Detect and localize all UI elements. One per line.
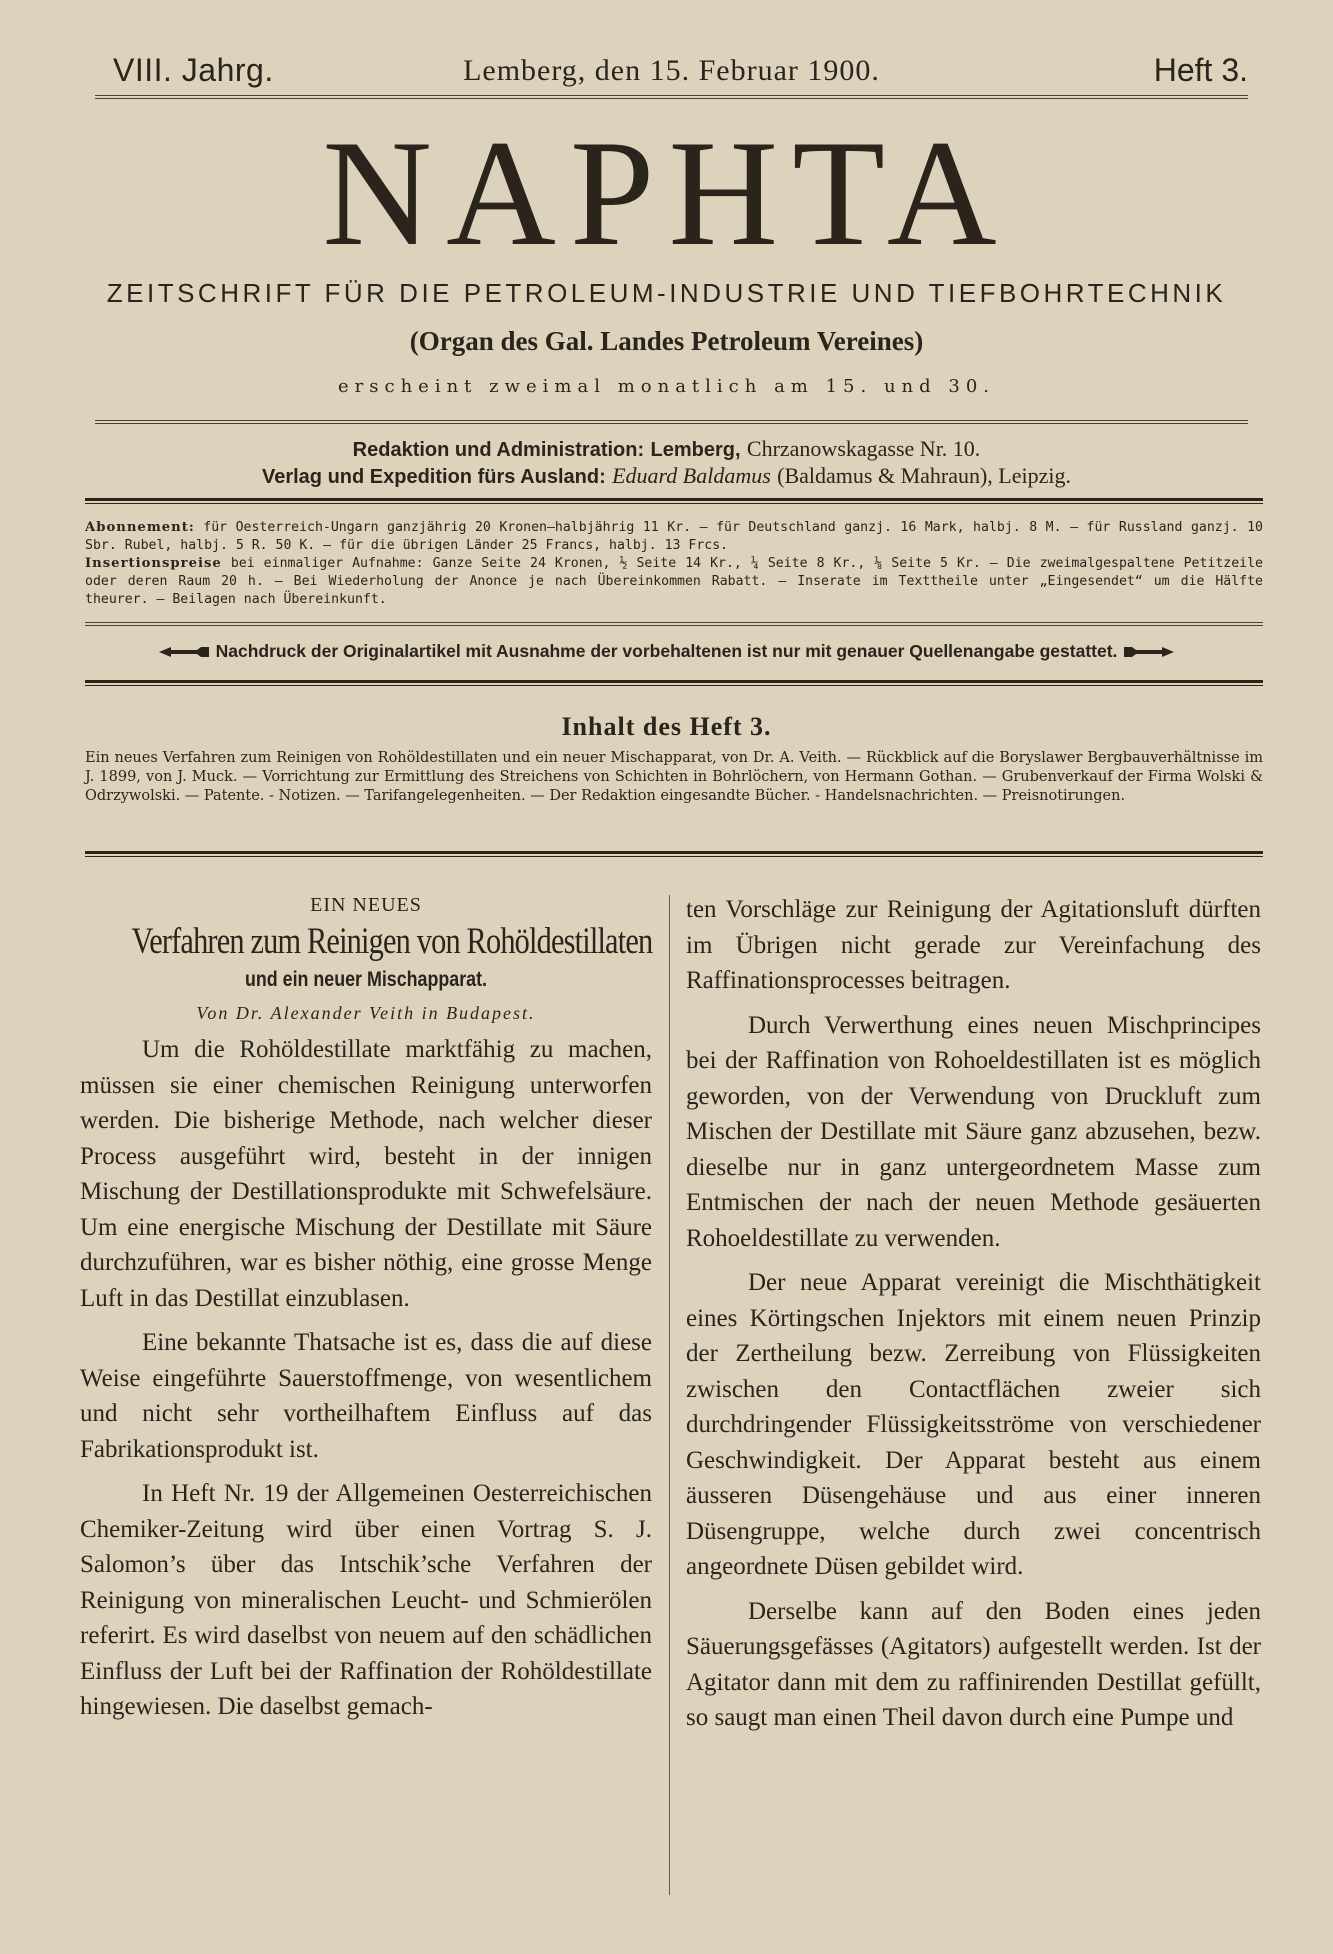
article-paragraph: Durch Verwerthung eines neuen Mischprincipes bei der Raffination von Rohoeldestillaten ist es möglich geworden, von der Verwendung von Druckluft zum Mischen der Destillate mit Säure ganz abzusehen, bezw. dieselbe nur in ganz untergeordnetem Masse zum Entmischen der nach der neuen Methode gesäuerten Rohoeldestillate zu verwenden. xyxy=(686,1011,1261,1252)
info-rule xyxy=(85,498,1263,504)
masthead-rule xyxy=(95,420,1248,424)
masthead-organ: (Organ des Gal. Landes Petroleum Vereines) xyxy=(409,326,924,356)
article-paragraph: Derselbe kann auf den Boden eines jeden Säuerungsgefässes (Agitators) aufgestellt werden. Ist der Agitator dann mit dem zu raffinirenden Destillat gefüllt, so saugt man einen Theil davon durch eine Pumpe und xyxy=(686,1597,1261,1731)
publication-frequency: erscheint zweimal monatlich am 15. und 30. xyxy=(338,376,995,397)
advertising-prices xyxy=(85,555,1263,609)
header-rule xyxy=(95,95,1248,99)
article-paragraph: Um die Rohöldestillate marktfähig zu machen, müssen sie einer chemischen Reinigung unterworfen werden. Die bisherige Methode, nach welcher dieser Process ausgeführt wird, besteht in der innigen Mischung der Destillationsprodukte mit Schwefelsäure. Um eine energische Mischung der Destillate mit Säure durchzuführen, war es bisher nöthig, eine grosse Menge Luft in das Destillat einzublasen. xyxy=(80,1036,652,1312)
publisher-name: Eduard Baldamus xyxy=(612,463,771,488)
volume-label: VIII. Jahrg. xyxy=(113,52,274,88)
masthead-title: NAPHTA xyxy=(322,109,1011,277)
masthead-subtitle: ZEITSCHRIFT FÜR DIE PETROLEUM-INDUSTRIE UND TIEFBOHRTECHNIK xyxy=(106,278,1227,308)
contents-rule xyxy=(85,851,1263,857)
column-divider xyxy=(669,895,670,1895)
article-right-column xyxy=(686,892,1261,1736)
editorial-line xyxy=(0,436,1333,463)
article-paragraph: Eine bekannte Thatsache ist es, dass die auf diese Weise eingeführte Sauerstoffmenge, von wesentlichem und nicht sehr vortheilhaftem Einfluss auf das Fabrikationsprodukt ist. xyxy=(80,1329,652,1463)
subscription-label: Abonnement: xyxy=(85,520,195,535)
subscription-text: für Oesterreich-Ungarn ganzjährig 20 Kronen—halbjährig 11 Kr. — für Deutschland ganzj. 16 Mark, halbj. 8 M. — für Russland ganzj. 10 Sbr. Rubel, halbj. 5 R. 50 K. — für die übrigen Länder 25 Francs, halbj. 13 Frcs. xyxy=(85,520,1263,553)
editorial-address: Chrzanowskagasse Nr. 10. xyxy=(746,436,981,461)
reprint-notice xyxy=(0,641,1333,662)
publisher-line xyxy=(0,463,1333,490)
article-title: Verfahren zum Reinigen von Rohöldestillaten xyxy=(131,921,653,962)
editorial-city: Lemberg, xyxy=(650,439,741,461)
advertising-text: bei einmaliger Aufnahme: Ganze Seite 24 Kronen, ½ Seite 14 Kr., ¼ Seite 8 Kr., ⅛ Seite 5 Kr. — Die zweimalgespaltene Petitzeile oder deren Raum 20 h. — Bei Wiederholung der Anonce je nach Übereinkommen Rabatt. — Inserate im Texttheile unter „Eingesendet“ um die Hälfte theurer. — Beilagen nach Übereinkunft. xyxy=(85,556,1263,607)
pointing-hand-left-icon xyxy=(157,644,211,660)
contents-text: Ein neues Verfahren zum Reinigen von Rohöldestillaten und ein neuer Mischapparat, von Dr. A. Veith. — Rückblick auf die Boryslawer Bergbauverhältnisse im J. 1899, von J. Muck. — Vorrichtung zur Ermittlung des Streichens von Schichten in Bohrlöchern, von Hermann Gothan. — Grubenverkauf der Firma Wolski & Odrzywolski. — Patente. - Notizen. — Tarifangelegenheiten. — Der Redaktion eingesandte Bücher. - Handelsnachrichten. — Preisnotirungen. xyxy=(85,750,1263,804)
subscription-prices xyxy=(85,519,1263,555)
issue-date: Lemberg, den 15. Februar 1900. xyxy=(463,54,880,87)
article-subtitle: und ein neuer Mischapparat. xyxy=(244,968,488,991)
article-paragraph: Der neue Apparat vereinigt die Mischthätigkeit eines Körtingschen Injektors mit einem neuen Prinzip der Zertheilung bezw. Zerreibung von Flüssigkeiten zwischen den Contactflächen zweier sich durchdringender Flüssigkeitsströme von verschiedener Geschwindigkeit. Der Apparat besteht aus einem äusseren Düsengehäuse und aus einer inneren Düsengruppe, welche durch zwei concentrisch angeordnete Düsen gebildet wird. xyxy=(686,1269,1261,1580)
article-byline: Von Dr. Alexander Veith in Budapest. xyxy=(196,1003,536,1023)
reprint-notice-text: Nachdruck der Originalartikel mit Ausnahme der vorbehaltenen ist nur mit genauer Quellenangabe gestattet. xyxy=(215,641,1118,661)
subscription-rule xyxy=(85,622,1263,626)
article-left-column xyxy=(80,890,652,1725)
article-paragraph: ten Vorschläge zur Reinigung der Agitationsluft dürften im Übrigen nicht gerade zur Vereinfachung des Raffinationsprocesses beitragen. xyxy=(686,896,1261,994)
issue-number: Heft 3. xyxy=(1153,52,1248,88)
advertising-label: Insertionspreise xyxy=(85,556,222,571)
pointing-hand-right-icon xyxy=(1122,644,1176,660)
article-kicker: EIN NEUES xyxy=(310,894,422,916)
article-paragraph: In Heft Nr. 19 der Allgemeinen Oesterreichischen Chemiker-Zeitung wird über einen Vortrag S. J. Salomon’s über das Intschik’sche Verfahren der Reinigung von mineralischen Leucht- und Schmierölen referirt. Es wird daselbst von neuem auf den schädlichen Einfluss der Luft bei der Raffination der Rohöldestillate hingewiesen. Die daselbst gemach- xyxy=(80,1480,652,1720)
subscription-info xyxy=(85,519,1263,609)
editorial-info xyxy=(0,436,1333,490)
contents-title: Inhalt des Heft 3. xyxy=(561,712,772,741)
issue-header xyxy=(95,52,1248,98)
publisher-rest: (Baldamus & Mahraun), Leipzig. xyxy=(777,463,1072,488)
notice-rule xyxy=(85,680,1263,686)
publisher-label: Verlag und Expedition fürs Ausland: xyxy=(261,466,606,488)
editorial-label: Redaktion und Administration: xyxy=(352,439,645,461)
